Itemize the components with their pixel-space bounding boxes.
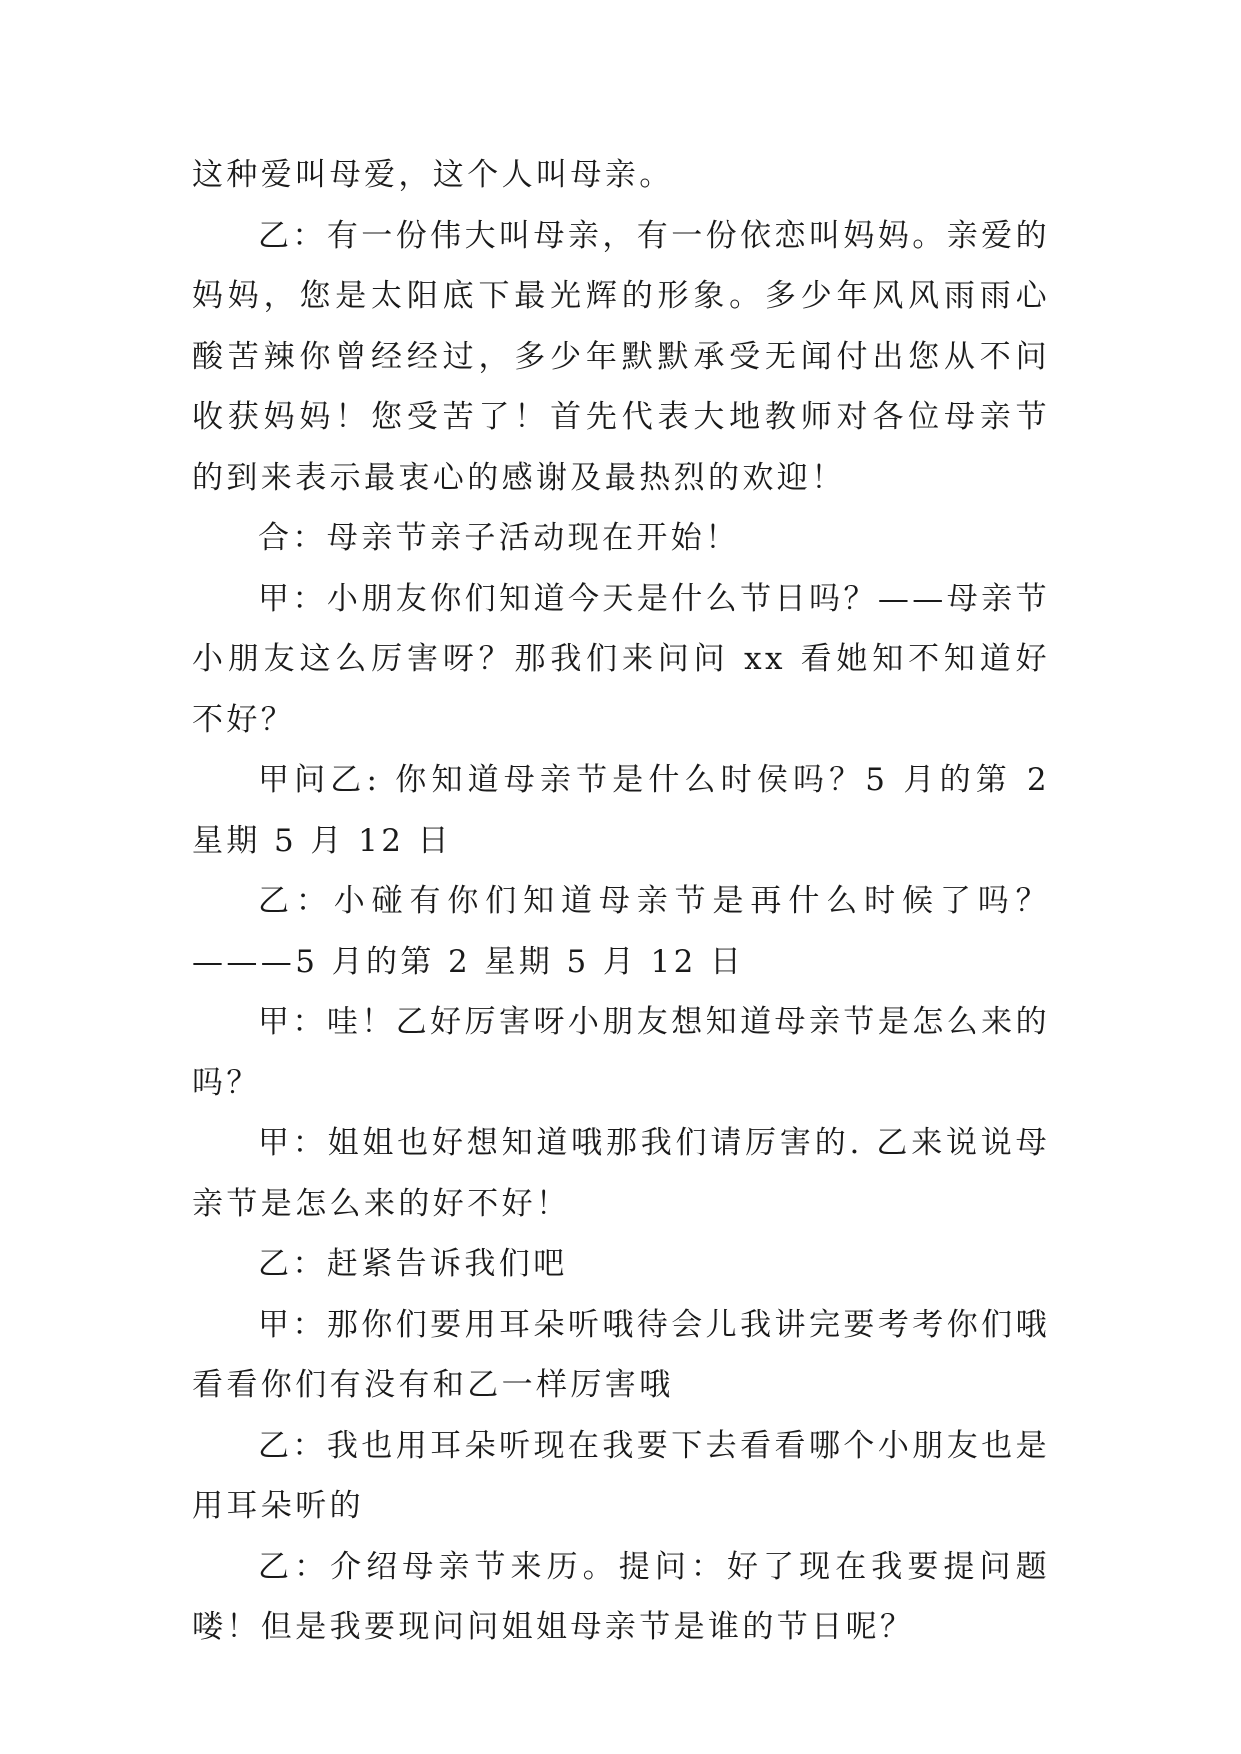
paragraph: 甲问乙: 你知道母亲节是什么时侯吗？5 月的第 2 星期 5 月 12 日: [192, 762, 1050, 859]
paragraph: 合：母亲节亲子活动现在开始！: [258, 520, 740, 556]
paragraph: 甲：小朋友你们知道今天是什么节日吗？——母亲节小朋友这么厉害呀？那我们来问问 xx 看她知不知道好不好？: [192, 580, 1050, 738]
paragraph: 乙：我也用耳朵听现在我要下去看看哪个小朋友也是用耳朵听的: [192, 1427, 1050, 1524]
document-body: [192, 145, 1050, 1658]
paragraph: 乙：小碰有你们知道母亲节是再什么时候了吗？———5 月的第 2 星期 5 月 12 日: [192, 883, 1050, 980]
paragraph: 乙：有一份伟大叫母亲，有一份依恋叫妈妈。亲爱的妈妈，您是太阳底下最光辉的形象。多少年风风雨雨心酸苦辣你曾经经过，多少年默默承受无闻付出您从不问收获妈妈！您受苦了！首先代表大地教师对各位母亲节的到来表示最衷心的感谢及最热烈的欢迎！: [192, 217, 1050, 496]
paragraph: 甲：那你们要用耳朵听哦待会儿我讲完要考考你们哦看看你们有没有和乙一样厉害哦: [192, 1306, 1050, 1403]
paragraph: 甲：姐姐也好想知道哦那我们请厉害的. 乙来说说母亲节是怎么来的好不好！: [192, 1125, 1050, 1222]
paragraph: 这种爱叫母爱，这个人叫母亲。: [192, 157, 674, 193]
paragraph: 甲：哇！乙好厉害呀小朋友想知道母亲节是怎么来的吗？: [192, 1004, 1050, 1101]
paragraph: 乙：赶紧告诉我们吧: [258, 1246, 568, 1282]
paragraph: 乙：介绍母亲节来历。提问：好了现在我要提问题喽！但是我要现问问姐姐母亲节是谁的节日呢？: [192, 1548, 1050, 1645]
